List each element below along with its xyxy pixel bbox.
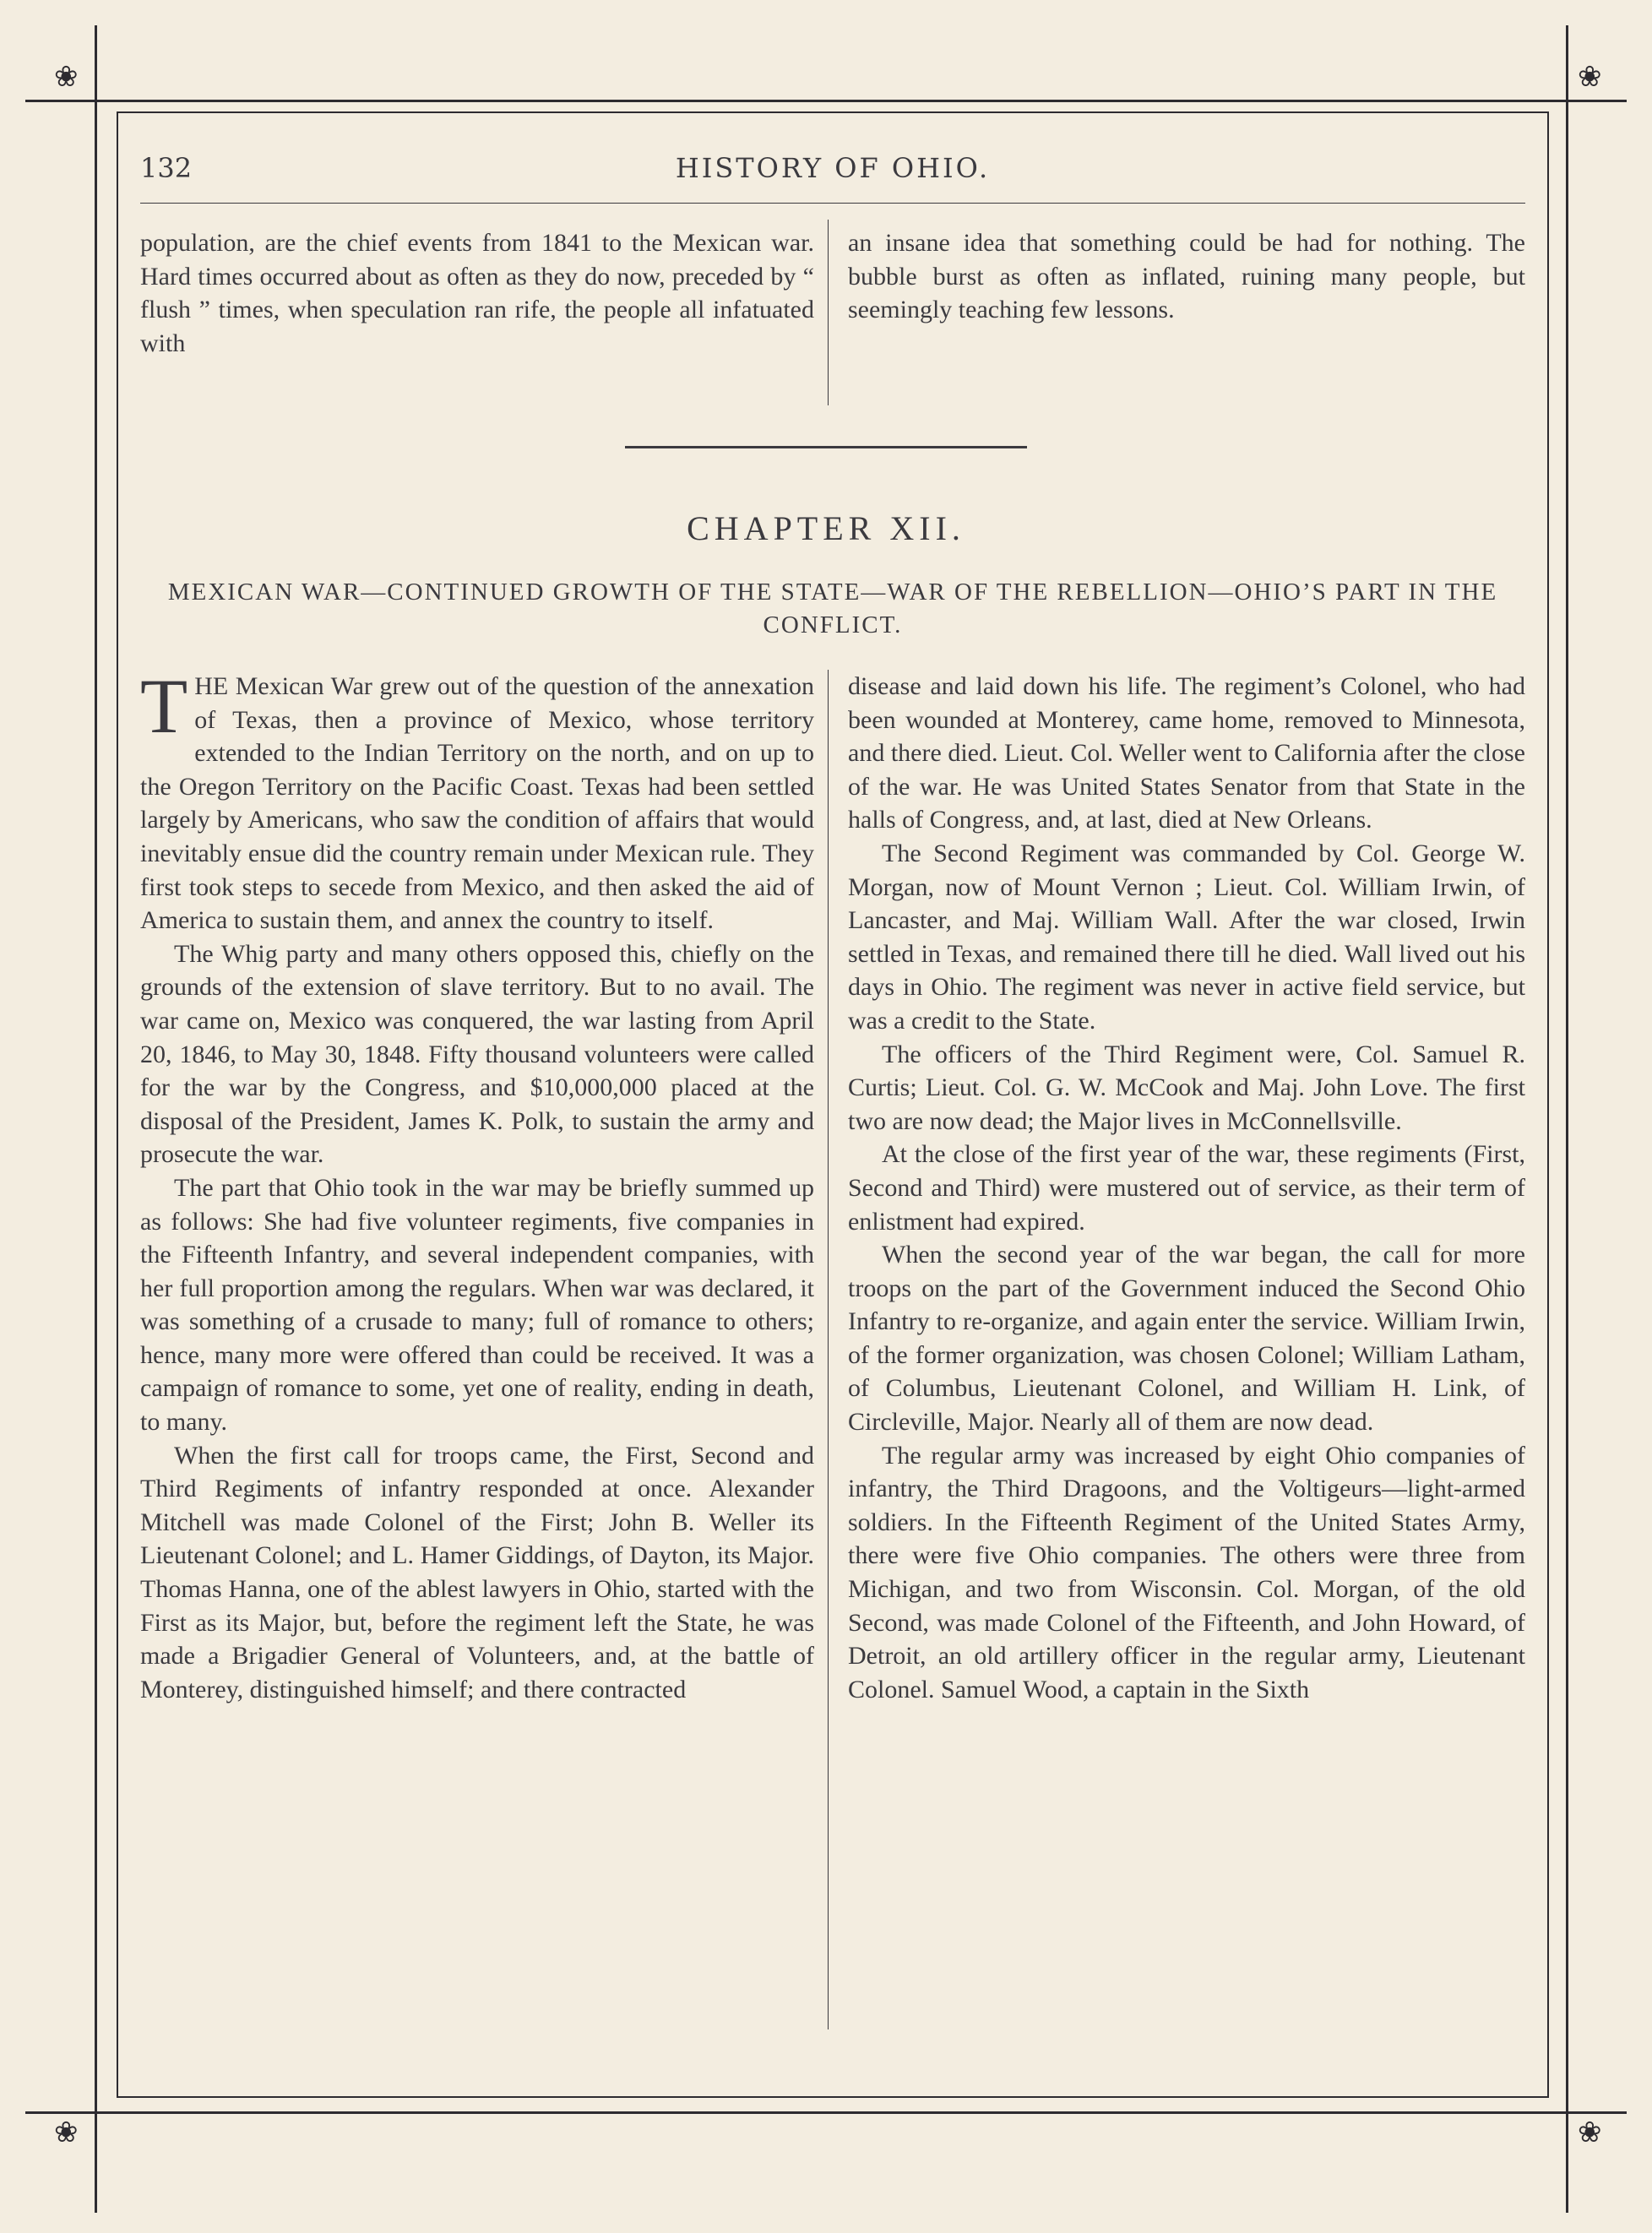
frame-left-inner	[117, 111, 118, 2098]
chapter-title: CHAPTER XII.	[687, 509, 965, 547]
right-paragraph-3: The officers of the Third Regiment were, Col. Samuel R. Curtis; Lieut. Col. G. W. McCook and Maj. John Love. The first two are now dead; the Major lives in McConnellsville.	[848, 1040, 1525, 1135]
frame-left-outer	[95, 25, 97, 2213]
top-right-column	[848, 226, 1525, 327]
main-right-column	[848, 670, 1525, 1706]
ornament-bottom-left-icon: ❀	[54, 2116, 79, 2149]
left-paragraph-1: THE Mexican War grew out of the question of the annexation of Texas, then a province of Mexico, whose territory extended to the Indian Territory on the north, and on up to the Oregon Territory on the Pacific Coast. Texas had been settled largely by Americans, who saw the condition of affairs that would inevitably ensue did the country remain under Mexican rule. They first took steps to secede from Mexico, and then asked the aid of America to sustain them, and annex the country to itself.	[140, 663, 814, 935]
top-left-paragraph: population, are the chief events from 1841 to the Mexican war. Hard times occurred about as often as they do now, preceded by “ flush ” times, when speculation ran rife, the people all infatuated with	[140, 229, 814, 357]
right-paragraph-6: The regular army was increased by eight Ohio companies of infantry, the Third Dragoons, and the Voltigeurs—light-armed soldiers. In the Fifteenth Regiment of the United States Army, there were five Ohio companies. The others were three from Michigan, and two from Wisconsin. Col. Morgan, of the old Second, was made Colonel of the Fifteenth, and John Howard, of Detroit, an old artillery officer in the regular army, Lieutenant Colonel. Samuel Wood, a captain in the Sixth	[848, 1441, 1525, 1703]
top-right-paragraph: an insane idea that something could be had for nothing. The bubble burst as often as inflated, ruining many people, but seemingly teaching few lessons.	[848, 229, 1525, 324]
ornament-bottom-right-icon: ❀	[1578, 2116, 1602, 2149]
header-rule	[140, 203, 1525, 204]
frame-bottom-inner	[117, 2096, 1547, 2098]
right-paragraph-2: The Second Regiment was commanded by Col. George W. Morgan, now of Mount Vernon ; Lieut. Col. William Irwin, of Lancaster, and Maj. William Wall. After the war closed, Irwin settled in Texas, and remained there till he died. Wall lived out his days in Ohio. The regiment was never in active field service, but was a credit to the State.	[848, 839, 1525, 1035]
left-paragraph-4: When the first call for troops came, the First, Second and Third Regiments of infantry responded at once. Alexander Mitchell was made Colonel of the First; John B. Weller its Lieutenant Colonel; and L. Hamer Giddings, of Dayton, its Major. Thomas Hanna, one of the ablest lawyers in Ohio, started with the First as its Major, but, before the regiment left the State, he was made a Brigadier General of Volunteers, and, at the battle of Monterey, distinguished himself; and there contracted	[140, 1441, 814, 1703]
ornament-top-right-icon: ❀	[1578, 60, 1602, 94]
right-paragraph-5: When the second year of the war began, the call for more troops on the part of the Government induced the Second Ohio Infantry to re-organize, and again enter the service. William Irwin, of the former organization, was chosen Colonel; William Latham, of Columbus, Lieutenant Colonel, and William H. Link, of Circleville, Major. Nearly all of them are now dead.	[848, 1241, 1525, 1437]
page-number: 132	[140, 152, 193, 184]
top-left-column	[140, 226, 814, 360]
left-paragraph-3: The part that Ohio took in the war may be briefly summed up as follows: She had five volunteer regiments, five companies in the Fifteenth Infantry, and several independent companies, with her full proportion among the regulars. When war was declared, it was something of a crusade to many; full of romance to others; hence, many more were offered than could be received. It was a campaign of romance to some, yet one of reality, ending in death, to many.	[140, 1173, 814, 1437]
frame-top-inner	[117, 111, 1547, 113]
frame-top-outer	[25, 100, 1627, 102]
frame-bottom-outer	[25, 2111, 1627, 2114]
main-left-column	[140, 663, 814, 1706]
running-title: HISTORY OF OHIO.	[675, 152, 991, 184]
drop-cap: T	[140, 663, 188, 749]
section-rule	[625, 446, 1027, 448]
page-header	[140, 152, 1525, 196]
right-paragraph-4: At the close of the first year of the war, these regiments (First, Second and Third) were mustered out of service, as their term of enlistment had expired.	[848, 1140, 1525, 1236]
frame-right-inner	[1547, 111, 1549, 2098]
ornament-top-left-icon: ❀	[54, 60, 79, 94]
top-column-divider	[828, 220, 829, 405]
chapter-subtitle: MEXICAN WAR—CONTINUED GROWTH OF THE STATE—WAR OF THE REBELLION—OHIO’S PART IN THE CONFLICT.	[167, 579, 1498, 638]
left-paragraph-2: The Whig party and many others opposed this, chiefly on the grounds of the extension of slave territory. But to no avail. The war came on, Mexico was conquered, the war lasting from April 20, 1846, to May 30, 1848. Fifty thousand volunteers were called for the war by the Congress, and $10,000,000 placed at the disposal of the President, James K. Polk, to sustain the army and prosecute the war.	[140, 939, 814, 1169]
right-paragraph-1: disease and laid down his life. The regiment’s Colonel, who had been wounded at Monterey, came home, removed to Minnesota, and there died. Lieut. Col. Weller went to California after the close of the war. He was United States Senator from that State in the halls of Congress, and, at last, died at New Orleans.	[848, 672, 1525, 834]
frame-right-outer	[1566, 25, 1568, 2213]
main-column-divider	[828, 670, 829, 2029]
